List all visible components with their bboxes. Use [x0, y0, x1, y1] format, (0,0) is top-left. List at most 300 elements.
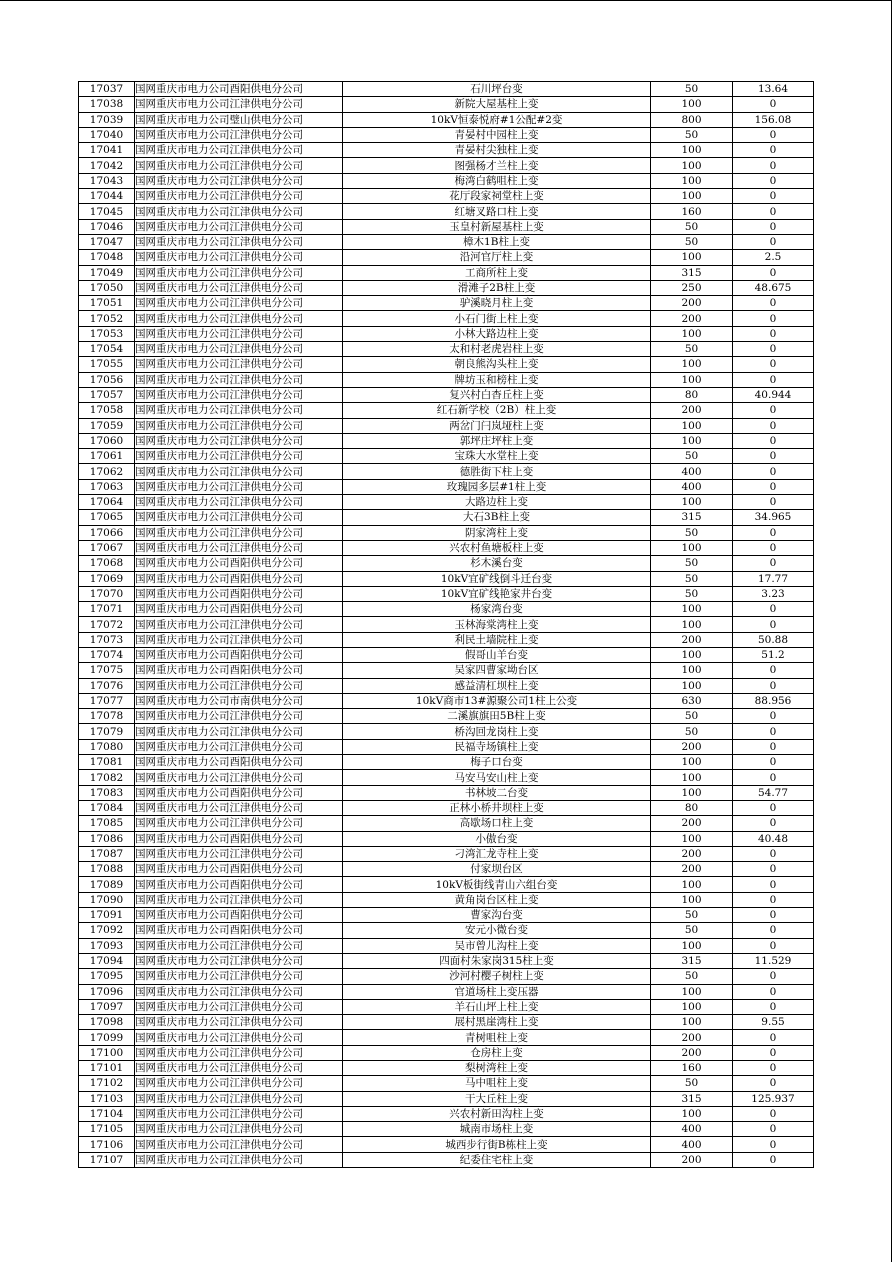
row-id-cell: 17052	[79, 311, 135, 326]
capacity-cell: 315	[651, 1091, 733, 1106]
capacity-cell: 100	[651, 938, 733, 953]
row-id-cell: 17079	[79, 724, 135, 739]
company-cell: 国网重庆市电力公司江津供电分公司	[135, 311, 343, 326]
row-id-cell: 17094	[79, 953, 135, 968]
table-row	[79, 953, 814, 968]
company-cell: 国网重庆市电力公司市南供电分公司	[135, 693, 343, 708]
capacity-cell: 50	[651, 969, 733, 984]
table-row	[79, 479, 814, 494]
value-cell: 0	[733, 265, 814, 280]
value-cell: 0	[733, 464, 814, 479]
station-name-cell: 郭坪庄坪柱上变	[343, 433, 651, 448]
capacity-cell: 100	[651, 97, 733, 112]
company-cell: 国网重庆市电力公司酉阳供电分公司	[135, 556, 343, 571]
table-row	[79, 495, 814, 510]
station-name-cell: 太和村老虎岩柱上变	[343, 342, 651, 357]
value-cell: 0	[733, 326, 814, 341]
company-cell: 国网重庆市电力公司江津供电分公司	[135, 846, 343, 861]
table-row	[79, 663, 814, 678]
station-name-cell: 官道场柱上变压器	[343, 984, 651, 999]
company-cell: 国网重庆市电力公司江津供电分公司	[135, 464, 343, 479]
capacity-cell: 100	[651, 372, 733, 387]
page-top-border	[0, 0, 892, 1]
company-cell: 国网重庆市电力公司酉阳供电分公司	[135, 602, 343, 617]
station-name-cell: 大石3B柱上变	[343, 510, 651, 525]
table-row	[79, 158, 814, 173]
table-row	[79, 1030, 814, 1045]
row-id-cell: 17106	[79, 1137, 135, 1152]
value-cell: 0	[733, 755, 814, 770]
capacity-cell: 50	[651, 1076, 733, 1091]
value-cell: 0	[733, 342, 814, 357]
row-id-cell: 17049	[79, 265, 135, 280]
table-row	[79, 342, 814, 357]
company-cell: 国网重庆市电力公司江津供电分公司	[135, 540, 343, 555]
company-cell: 国网重庆市电力公司江津供电分公司	[135, 357, 343, 372]
company-cell: 国网重庆市电力公司江津供电分公司	[135, 969, 343, 984]
value-cell: 0	[733, 1045, 814, 1060]
capacity-cell: 100	[651, 326, 733, 341]
capacity-cell: 100	[651, 831, 733, 846]
company-cell: 国网重庆市电力公司酉阳供电分公司	[135, 923, 343, 938]
row-id-cell: 17090	[79, 892, 135, 907]
capacity-cell: 160	[651, 204, 733, 219]
table-row	[79, 403, 814, 418]
station-name-cell: 城南市场柱上变	[343, 1122, 651, 1137]
station-name-cell: 付家坝台区	[343, 862, 651, 877]
table-row	[79, 82, 814, 97]
company-cell: 国网重庆市电力公司酉阳供电分公司	[135, 785, 343, 800]
capacity-cell: 100	[651, 495, 733, 510]
company-cell: 国网重庆市电力公司江津供电分公司	[135, 800, 343, 815]
company-cell: 国网重庆市电力公司酉阳供电分公司	[135, 586, 343, 601]
row-id-cell: 17043	[79, 173, 135, 188]
row-id-cell: 17058	[79, 403, 135, 418]
station-name-cell: 城西步行街B栋柱上变	[343, 1137, 651, 1152]
station-name-cell: 樟木1B柱上变	[343, 234, 651, 249]
capacity-cell: 250	[651, 280, 733, 295]
company-cell: 国网重庆市电力公司江津供电分公司	[135, 510, 343, 525]
table-row	[79, 387, 814, 402]
row-id-cell: 17039	[79, 112, 135, 127]
capacity-cell: 50	[651, 342, 733, 357]
row-id-cell: 17102	[79, 1076, 135, 1091]
table-row	[79, 265, 814, 280]
station-name-cell: 10kV板街线青山六组台变	[343, 877, 651, 892]
table-row	[79, 449, 814, 464]
station-name-cell: 10kV宜矿线艳家井台变	[343, 586, 651, 601]
value-cell: 0	[733, 556, 814, 571]
value-cell: 0	[733, 770, 814, 785]
station-name-cell: 假哥山羊台变	[343, 647, 651, 662]
capacity-cell: 315	[651, 510, 733, 525]
capacity-cell: 100	[651, 877, 733, 892]
value-cell: 88.956	[733, 693, 814, 708]
station-name-cell: 青树咀柱上变	[343, 1030, 651, 1045]
station-name-cell: 干大丘柱上变	[343, 1091, 651, 1106]
station-name-cell: 玫瑰园多层#1柱上变	[343, 479, 651, 494]
table-row	[79, 969, 814, 984]
company-cell: 国网重庆市电力公司江津供电分公司	[135, 173, 343, 188]
company-cell: 国网重庆市电力公司江津供电分公司	[135, 296, 343, 311]
station-name-cell: 桥沟回龙岗柱上变	[343, 724, 651, 739]
station-name-cell: 二溪旗旗田5B柱上变	[343, 709, 651, 724]
row-id-cell: 17050	[79, 280, 135, 295]
row-id-cell: 17099	[79, 1030, 135, 1045]
station-name-cell: 兴农村鱼塘板柱上变	[343, 540, 651, 555]
table-row	[79, 1152, 814, 1167]
row-id-cell: 17053	[79, 326, 135, 341]
capacity-cell: 50	[651, 709, 733, 724]
company-cell: 国网重庆市电力公司江津供电分公司	[135, 387, 343, 402]
row-id-cell: 17066	[79, 525, 135, 540]
table-row	[79, 173, 814, 188]
table-row	[79, 97, 814, 112]
station-name-cell: 红塘叉路口柱上变	[343, 204, 651, 219]
capacity-cell: 100	[651, 770, 733, 785]
capacity-cell: 100	[651, 678, 733, 693]
station-name-cell: 牌坊玉和榜柱上变	[343, 372, 651, 387]
station-name-cell: 滑滩子2B柱上变	[343, 280, 651, 295]
table-row	[79, 984, 814, 999]
value-cell: 156.08	[733, 112, 814, 127]
value-cell: 0	[733, 602, 814, 617]
row-id-cell: 17084	[79, 800, 135, 815]
row-id-cell: 17075	[79, 663, 135, 678]
station-name-cell: 小石门街上柱上变	[343, 311, 651, 326]
table-row	[79, 189, 814, 204]
value-cell: 0	[733, 143, 814, 158]
table-row	[79, 510, 814, 525]
capacity-cell: 100	[651, 173, 733, 188]
table-row	[79, 908, 814, 923]
table-row	[79, 540, 814, 555]
company-cell: 国网重庆市电力公司江津供电分公司	[135, 158, 343, 173]
station-name-cell: 驴溪晓月柱上变	[343, 296, 651, 311]
company-cell: 国网重庆市电力公司江津供电分公司	[135, 709, 343, 724]
table-row	[79, 938, 814, 953]
table-row	[79, 617, 814, 632]
value-cell: 0	[733, 816, 814, 831]
value-cell: 0	[733, 678, 814, 693]
company-cell: 国网重庆市电力公司江津供电分公司	[135, 479, 343, 494]
capacity-cell: 100	[651, 755, 733, 770]
row-id-cell: 17072	[79, 617, 135, 632]
capacity-cell: 100	[651, 143, 733, 158]
company-cell: 国网重庆市电力公司江津供电分公司	[135, 1030, 343, 1045]
value-cell: 0	[733, 1106, 814, 1121]
row-id-cell: 17054	[79, 342, 135, 357]
table-row	[79, 418, 814, 433]
value-cell: 125.937	[733, 1091, 814, 1106]
table-row	[79, 846, 814, 861]
station-name-cell: 沿河官厅柱上变	[343, 250, 651, 265]
capacity-cell: 100	[651, 602, 733, 617]
row-id-cell: 17097	[79, 999, 135, 1014]
capacity-cell: 100	[651, 158, 733, 173]
capacity-cell: 100	[651, 540, 733, 555]
station-name-cell: 图强杨才兰柱上变	[343, 158, 651, 173]
station-name-cell: 安元小微台变	[343, 923, 651, 938]
company-cell: 国网重庆市电力公司酉阳供电分公司	[135, 647, 343, 662]
row-id-cell: 17062	[79, 464, 135, 479]
company-cell: 国网重庆市电力公司江津供电分公司	[135, 892, 343, 907]
table-row	[79, 999, 814, 1014]
value-cell: 48.675	[733, 280, 814, 295]
value-cell: 0	[733, 938, 814, 953]
company-cell: 国网重庆市电力公司江津供电分公司	[135, 1137, 343, 1152]
row-id-cell: 17069	[79, 571, 135, 586]
capacity-cell: 80	[651, 387, 733, 402]
company-cell: 国网重庆市电力公司江津供电分公司	[135, 953, 343, 968]
company-cell: 国网重庆市电力公司江津供电分公司	[135, 97, 343, 112]
capacity-cell: 200	[651, 1152, 733, 1167]
company-cell: 国网重庆市电力公司江津供电分公司	[135, 342, 343, 357]
table-row	[79, 1015, 814, 1030]
row-id-cell: 17096	[79, 984, 135, 999]
table-row	[79, 586, 814, 601]
table-row	[79, 892, 814, 907]
value-cell: 0	[733, 479, 814, 494]
table-row	[79, 296, 814, 311]
value-cell: 0	[733, 617, 814, 632]
value-cell: 0	[733, 495, 814, 510]
row-id-cell: 17100	[79, 1045, 135, 1060]
station-name-cell: 高歇场口柱上变	[343, 816, 651, 831]
value-cell: 3.23	[733, 586, 814, 601]
capacity-cell: 100	[651, 999, 733, 1014]
station-name-cell: 朝良熊沟头柱上变	[343, 357, 651, 372]
value-cell: 0	[733, 189, 814, 204]
capacity-cell: 400	[651, 479, 733, 494]
table-row	[79, 464, 814, 479]
capacity-cell: 50	[651, 219, 733, 234]
company-cell: 国网重庆市电力公司江津供电分公司	[135, 1015, 343, 1030]
capacity-cell: 800	[651, 112, 733, 127]
capacity-cell: 100	[651, 617, 733, 632]
station-name-cell: 吴家四曹家坳台区	[343, 663, 651, 678]
company-cell: 国网重庆市电力公司江津供电分公司	[135, 724, 343, 739]
company-cell: 国网重庆市电力公司江津供电分公司	[135, 280, 343, 295]
company-cell: 国网重庆市电力公司江津供电分公司	[135, 418, 343, 433]
station-name-cell: 纪委住宅柱上变	[343, 1152, 651, 1167]
table-row	[79, 724, 814, 739]
value-cell: 54.77	[733, 785, 814, 800]
table-row	[79, 234, 814, 249]
company-cell: 国网重庆市电力公司江津供电分公司	[135, 1152, 343, 1167]
row-id-cell: 17068	[79, 556, 135, 571]
station-name-cell: 羊石山坪上柱上变	[343, 999, 651, 1014]
value-cell: 0	[733, 862, 814, 877]
capacity-cell: 400	[651, 1122, 733, 1137]
table-row	[79, 816, 814, 831]
row-id-cell: 17073	[79, 632, 135, 647]
station-name-cell: 梅湾白鹤咀柱上变	[343, 173, 651, 188]
capacity-cell: 200	[651, 816, 733, 831]
station-name-cell: 梨树湾柱上变	[343, 1061, 651, 1076]
row-id-cell: 17070	[79, 586, 135, 601]
company-cell: 国网重庆市电力公司江津供电分公司	[135, 1122, 343, 1137]
row-id-cell: 17077	[79, 693, 135, 708]
value-cell: 51.2	[733, 647, 814, 662]
value-cell: 0	[733, 219, 814, 234]
row-id-cell: 17041	[79, 143, 135, 158]
company-cell: 国网重庆市电力公司江津供电分公司	[135, 1045, 343, 1060]
row-id-cell: 17082	[79, 770, 135, 785]
value-cell: 50.88	[733, 632, 814, 647]
row-id-cell: 17093	[79, 938, 135, 953]
row-id-cell: 17092	[79, 923, 135, 938]
row-id-cell: 17091	[79, 908, 135, 923]
capacity-cell: 50	[651, 724, 733, 739]
row-id-cell: 17086	[79, 831, 135, 846]
table-row	[79, 709, 814, 724]
capacity-cell: 50	[651, 82, 733, 97]
station-name-cell: 花厅段家祠堂柱上变	[343, 189, 651, 204]
table-body	[79, 82, 814, 1168]
capacity-cell: 50	[651, 234, 733, 249]
station-name-cell: 青晏村尖独柱上变	[343, 143, 651, 158]
table-row	[79, 372, 814, 387]
company-cell: 国网重庆市电力公司江津供电分公司	[135, 617, 343, 632]
station-name-cell: 10kV宜矿线倒斗迁台变	[343, 571, 651, 586]
value-cell: 0	[733, 1152, 814, 1167]
capacity-cell: 50	[651, 449, 733, 464]
capacity-cell: 100	[651, 1015, 733, 1030]
value-cell: 0	[733, 663, 814, 678]
table-row	[79, 923, 814, 938]
value-cell: 0	[733, 923, 814, 938]
row-id-cell: 17037	[79, 82, 135, 97]
company-cell: 国网重庆市电力公司酉阳供电分公司	[135, 755, 343, 770]
company-cell: 国网重庆市电力公司璧山供电分公司	[135, 112, 343, 127]
capacity-cell: 200	[651, 632, 733, 647]
capacity-cell: 100	[651, 250, 733, 265]
station-name-cell: 书林坡二台变	[343, 785, 651, 800]
company-cell: 国网重庆市电力公司酉阳供电分公司	[135, 82, 343, 97]
station-name-cell: 青晏村中园柱上变	[343, 127, 651, 142]
value-cell: 17.77	[733, 571, 814, 586]
value-cell: 0	[733, 1030, 814, 1045]
capacity-cell: 200	[651, 739, 733, 754]
row-id-cell: 17042	[79, 158, 135, 173]
row-id-cell: 17063	[79, 479, 135, 494]
value-cell: 0	[733, 127, 814, 142]
table-row	[79, 326, 814, 341]
capacity-cell: 200	[651, 403, 733, 418]
company-cell: 国网重庆市电力公司江津供电分公司	[135, 234, 343, 249]
capacity-cell: 50	[651, 556, 733, 571]
row-id-cell: 17105	[79, 1122, 135, 1137]
capacity-cell: 200	[651, 862, 733, 877]
row-id-cell: 17076	[79, 678, 135, 693]
station-name-cell: 四面村朱家岗315柱上变	[343, 953, 651, 968]
capacity-cell: 100	[651, 433, 733, 448]
value-cell: 0	[733, 1137, 814, 1152]
capacity-cell: 100	[651, 647, 733, 662]
row-id-cell: 17064	[79, 495, 135, 510]
capacity-cell: 50	[651, 525, 733, 540]
row-id-cell: 17048	[79, 250, 135, 265]
value-cell: 13.64	[733, 82, 814, 97]
table-row	[79, 143, 814, 158]
capacity-cell: 100	[651, 663, 733, 678]
capacity-cell: 100	[651, 785, 733, 800]
row-id-cell: 17081	[79, 755, 135, 770]
table-row	[79, 1061, 814, 1076]
station-name-cell: 10kV恒泰悦府#1公配#2变	[343, 112, 651, 127]
table-row	[79, 877, 814, 892]
station-name-cell: 德胜街下柱上变	[343, 464, 651, 479]
company-cell: 国网重庆市电力公司江津供电分公司	[135, 1076, 343, 1091]
capacity-cell: 315	[651, 265, 733, 280]
station-name-cell: 黄角岗台区柱上变	[343, 892, 651, 907]
capacity-cell: 100	[651, 357, 733, 372]
station-name-cell: 红石新学校（2B）柱上变	[343, 403, 651, 418]
company-cell: 国网重庆市电力公司江津供电分公司	[135, 250, 343, 265]
table-row	[79, 250, 814, 265]
row-id-cell: 17089	[79, 877, 135, 892]
row-id-cell: 17047	[79, 234, 135, 249]
company-cell: 国网重庆市电力公司江津供电分公司	[135, 938, 343, 953]
company-cell: 国网重庆市电力公司江津供电分公司	[135, 1061, 343, 1076]
value-cell: 0	[733, 204, 814, 219]
capacity-cell: 100	[651, 418, 733, 433]
row-id-cell: 17071	[79, 602, 135, 617]
table-row	[79, 311, 814, 326]
company-cell: 国网重庆市电力公司江津供电分公司	[135, 449, 343, 464]
station-name-cell: 两岔门闩岚垭柱上变	[343, 418, 651, 433]
value-cell: 0	[733, 908, 814, 923]
capacity-cell: 100	[651, 892, 733, 907]
capacity-cell: 400	[651, 464, 733, 479]
row-id-cell: 17044	[79, 189, 135, 204]
station-name-cell: 利民土墙院柱上变	[343, 632, 651, 647]
table-row	[79, 525, 814, 540]
table-row	[79, 556, 814, 571]
table-row	[79, 357, 814, 372]
value-cell: 11.529	[733, 953, 814, 968]
station-name-cell: 感益清杠坝柱上变	[343, 678, 651, 693]
table-row	[79, 1045, 814, 1060]
row-id-cell: 17107	[79, 1152, 135, 1167]
table-row	[79, 1137, 814, 1152]
station-name-cell: 仓房柱上变	[343, 1045, 651, 1060]
station-name-cell: 工商所柱上变	[343, 265, 651, 280]
station-name-cell: 玉皇村新屋基柱上变	[343, 219, 651, 234]
table-row	[79, 1106, 814, 1121]
capacity-cell: 80	[651, 800, 733, 815]
value-cell: 0	[733, 709, 814, 724]
table-row	[79, 219, 814, 234]
value-cell: 0	[733, 418, 814, 433]
row-id-cell: 17078	[79, 709, 135, 724]
value-cell: 0	[733, 877, 814, 892]
row-id-cell: 17095	[79, 969, 135, 984]
row-id-cell: 17060	[79, 433, 135, 448]
table-row	[79, 739, 814, 754]
company-cell: 国网重庆市电力公司酉阳供电分公司	[135, 877, 343, 892]
station-name-cell: 刁湾汇龙寺柱上变	[343, 846, 651, 861]
station-name-cell: 阴家湾柱上变	[343, 525, 651, 540]
station-name-cell: 杨家湾台变	[343, 602, 651, 617]
table-row	[79, 632, 814, 647]
company-cell: 国网重庆市电力公司酉阳供电分公司	[135, 663, 343, 678]
company-cell: 国网重庆市电力公司江津供电分公司	[135, 219, 343, 234]
capacity-cell: 100	[651, 189, 733, 204]
capacity-cell: 200	[651, 1045, 733, 1060]
value-cell: 0	[733, 1076, 814, 1091]
